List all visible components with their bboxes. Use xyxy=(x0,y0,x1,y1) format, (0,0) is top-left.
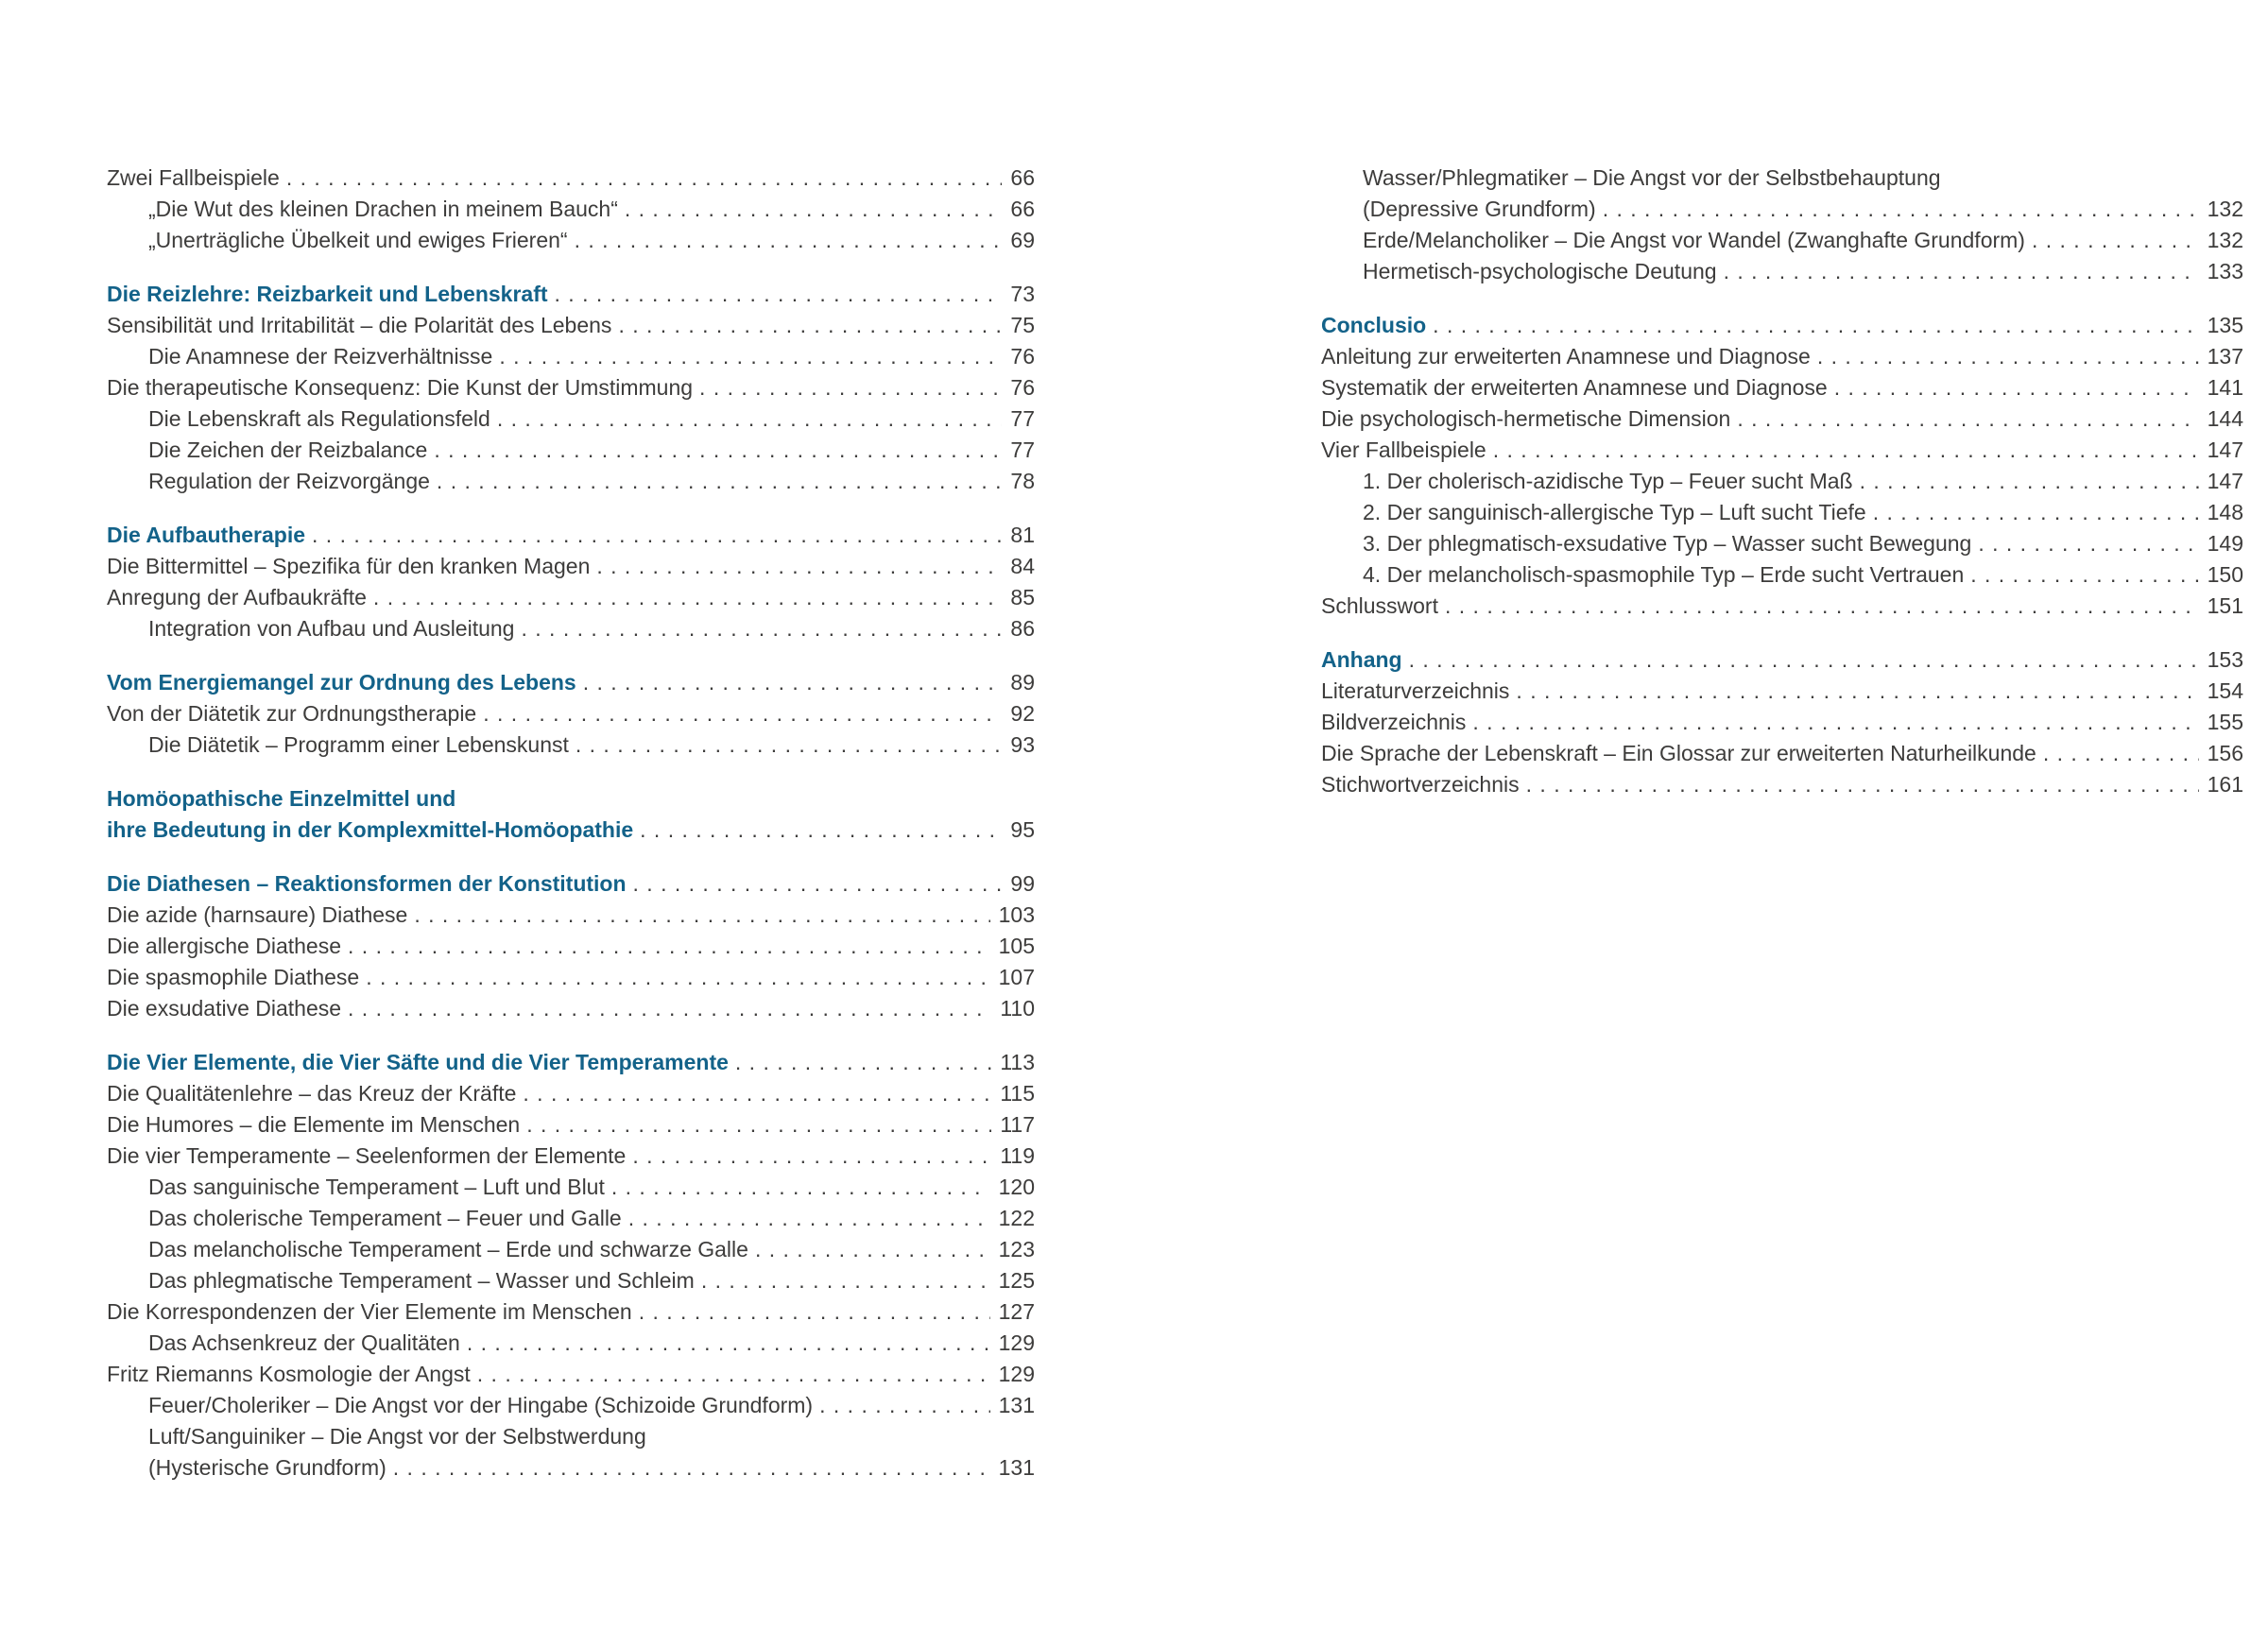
page-number: 129 xyxy=(998,1362,1035,1386)
dot-leader xyxy=(483,698,1002,729)
toc-entry-label: Die therapeutische Konsequenz: Die Kunst der Umstimmung xyxy=(107,375,694,400)
toc-entry-line xyxy=(148,194,1035,225)
page-number: 131 xyxy=(998,1393,1035,1417)
toc-entry-line xyxy=(148,1421,1035,1452)
toc-entry-line xyxy=(148,341,1035,372)
toc-entry xyxy=(107,613,1035,644)
dot-leader xyxy=(1472,707,2198,738)
toc-entry-label: „Unerträgliche Übelkeit und ewiges Frieren“ xyxy=(148,228,568,252)
toc-entry-label: Die Qualitätenlehre – das Kreuz der Kräfte xyxy=(107,1081,517,1106)
toc-entry xyxy=(107,1421,1035,1484)
page-number: 76 xyxy=(1010,344,1035,369)
toc-entry-label: Literaturverzeichnis xyxy=(1321,678,1510,703)
dot-leader xyxy=(523,1078,991,1109)
toc-entry-line xyxy=(148,1203,1035,1234)
toc-entry-label: Anleitung zur erweiterten Anamnese und Diagnose xyxy=(1321,344,1811,369)
page-number: 156 xyxy=(2207,741,2243,765)
page-number: 105 xyxy=(998,934,1035,958)
toc-entry xyxy=(107,466,1035,497)
toc-entry-line xyxy=(148,1265,1035,1296)
toc-entry-label: Die Sprache der Lebenskraft – Ein Glossar zur erweiterten Naturheilkunde xyxy=(1321,741,2036,765)
toc-entry-line xyxy=(1363,225,2243,256)
toc-entry-label: (Depressive Grundform) xyxy=(1363,197,1596,221)
toc-entry xyxy=(1321,559,2243,591)
toc-entry-label: Die Korrespondenzen der Vier Elemente im Menschen xyxy=(107,1299,632,1324)
toc-section-heading xyxy=(107,667,1035,698)
toc-entry-line xyxy=(107,993,1035,1024)
toc-entry-label: Die Humores – die Elemente im Menschen xyxy=(107,1112,521,1137)
toc-entry-line xyxy=(107,900,1035,931)
toc-entry-line xyxy=(1321,372,2243,403)
toc-entry-line xyxy=(1363,466,2243,497)
page-number: 129 xyxy=(998,1330,1035,1355)
page-number: 147 xyxy=(2207,438,2243,462)
page-number: 66 xyxy=(1010,197,1035,221)
toc-entry-label: (Hysterische Grundform) xyxy=(148,1455,387,1480)
toc-section-heading xyxy=(107,783,1035,846)
dot-leader xyxy=(467,1328,990,1359)
dot-leader xyxy=(414,900,989,931)
toc-entry-label: Zwei Fallbeispiele xyxy=(107,165,280,190)
dot-leader xyxy=(1737,403,2198,435)
toc-entry xyxy=(107,993,1035,1024)
dot-leader xyxy=(633,868,1003,900)
toc-entry-label: Anhang xyxy=(1321,647,1402,672)
toc-entry-label: Hermetisch-psychologische Deutung xyxy=(1363,259,1717,283)
toc-entry-label: Feuer/Choleriker – Die Angst vor der Hingabe (Schizoide Grundform) xyxy=(148,1393,814,1417)
page-number: 85 xyxy=(1010,585,1035,609)
dot-leader xyxy=(2032,225,2199,256)
dot-leader xyxy=(477,1359,990,1390)
toc-entry-line xyxy=(148,1452,1035,1484)
toc-entry xyxy=(107,1328,1035,1359)
toc-entry-label: Anregung der Aufbaukräfte xyxy=(107,585,367,609)
dot-leader xyxy=(348,993,991,1024)
toc-entry xyxy=(1321,225,2243,256)
page-number: 144 xyxy=(2207,406,2243,431)
page-number: 77 xyxy=(1010,406,1035,431)
toc-entry-label: Sensibilität und Irritabilität – die Polarität des Lebens xyxy=(107,313,612,337)
page-number: 148 xyxy=(2207,500,2243,524)
toc-entry-line xyxy=(148,1328,1035,1359)
dot-leader xyxy=(575,225,1003,256)
page-number: 84 xyxy=(1010,554,1035,578)
toc-entry-line xyxy=(107,372,1035,403)
dot-leader xyxy=(640,815,1002,846)
toc-entry-label: Das melancholische Temperament – Erde und schwarze Galle xyxy=(148,1237,748,1261)
dot-leader xyxy=(1516,676,2198,707)
toc-entry-line xyxy=(107,667,1035,698)
page-number: 123 xyxy=(998,1237,1035,1261)
dot-leader xyxy=(526,1109,991,1141)
toc-entry-label: Integration von Aufbau und Ausleitung xyxy=(148,616,515,641)
dot-leader xyxy=(1409,644,2199,676)
toc-entry-line xyxy=(1321,341,2243,372)
toc-entry xyxy=(107,962,1035,993)
toc-entry xyxy=(107,1203,1035,1234)
toc-entry-line xyxy=(107,815,1035,846)
toc-entry xyxy=(1321,403,2243,435)
toc-entry-line xyxy=(1363,528,2243,559)
toc-entry-line xyxy=(107,310,1035,341)
toc-entry xyxy=(1321,497,2243,528)
toc-entry-line xyxy=(107,163,1035,194)
dot-leader xyxy=(393,1452,990,1484)
toc-entry-line xyxy=(107,868,1035,900)
toc-entry xyxy=(107,1296,1035,1328)
toc-entry-line xyxy=(1321,769,2243,800)
dot-leader xyxy=(1526,769,2199,800)
toc-entry-label: Homöopathische Einzelmittel und xyxy=(107,786,456,811)
toc-entry-line xyxy=(107,783,1035,815)
toc-entry-line xyxy=(1363,497,2243,528)
dot-leader xyxy=(1433,310,2198,341)
dot-leader xyxy=(348,931,990,962)
toc-section-heading xyxy=(1321,310,2243,341)
toc-entry-line xyxy=(148,613,1035,644)
toc-entry xyxy=(1321,466,2243,497)
toc-section-heading xyxy=(107,279,1035,310)
dot-leader xyxy=(499,341,1002,372)
toc-entry xyxy=(1321,676,2243,707)
page-number: 78 xyxy=(1010,469,1035,493)
page-number: 155 xyxy=(2207,710,2243,734)
dot-leader xyxy=(632,1141,991,1172)
dot-leader xyxy=(1493,435,2199,466)
toc-entry-line xyxy=(148,1390,1035,1421)
toc-entry-label: Vier Fallbeispiele xyxy=(1321,438,1486,462)
toc-entry-label: Die Zeichen der Reizbalance xyxy=(148,438,428,462)
toc-entry-line xyxy=(148,225,1035,256)
dot-leader xyxy=(618,310,1002,341)
toc-entry-label: 3. Der phlegmatisch-exsudative Typ – Wasser sucht Bewegung xyxy=(1363,531,1972,556)
toc-entry-line xyxy=(107,962,1035,993)
toc-entry-line xyxy=(148,466,1035,497)
page-number: 107 xyxy=(998,965,1035,989)
toc-entry-label: Die Vier Elemente, die Vier Säfte und die Vier Temperamente xyxy=(107,1050,729,1074)
toc-entry xyxy=(107,1265,1035,1296)
dot-leader xyxy=(701,1265,990,1296)
toc-entry xyxy=(107,1078,1035,1109)
toc-entry xyxy=(107,931,1035,962)
toc-entry xyxy=(107,225,1035,256)
dot-leader xyxy=(1445,591,2199,622)
toc-entry-line xyxy=(107,520,1035,551)
dot-leader xyxy=(521,613,1002,644)
toc-entry-line xyxy=(107,1109,1035,1141)
toc-entry-label: Das phlegmatische Temperament – Wasser und Schleim xyxy=(148,1268,695,1293)
toc-entry-label: Die psychologisch-hermetische Dimension xyxy=(1321,406,1731,431)
toc-entry xyxy=(107,1234,1035,1265)
toc-section-heading xyxy=(107,520,1035,551)
dot-leader xyxy=(699,372,1002,403)
toc-entry xyxy=(107,194,1035,225)
toc-entry-label: „Die Wut des kleinen Drachen in meinem Bauch“ xyxy=(148,197,618,221)
toc-entry xyxy=(107,435,1035,466)
toc-entry xyxy=(107,900,1035,931)
toc-entry-label: Schlusswort xyxy=(1321,593,1438,618)
dot-leader xyxy=(735,1047,991,1078)
toc-entry xyxy=(107,729,1035,761)
toc-entry-line xyxy=(1321,310,2243,341)
page-number: 73 xyxy=(1010,282,1035,306)
toc-entry-label: Die Anamnese der Reizverhältnisse xyxy=(148,344,493,369)
page-number: 93 xyxy=(1010,732,1035,757)
toc-entry xyxy=(107,1141,1035,1172)
toc-entry xyxy=(1321,769,2243,800)
toc-entry xyxy=(1321,707,2243,738)
toc-entry-line xyxy=(1363,256,2243,287)
page-number: 69 xyxy=(1010,228,1035,252)
dot-leader xyxy=(1860,466,2199,497)
dot-leader xyxy=(366,962,989,993)
toc-entry-line xyxy=(107,931,1035,962)
toc-entry-label: Die Lebenskraft als Regulationsfeld xyxy=(148,406,490,431)
toc-entry xyxy=(107,1172,1035,1203)
toc-entry-label: Die allergische Diathese xyxy=(107,934,342,958)
toc-entry xyxy=(1321,738,2243,769)
page-number: 115 xyxy=(1000,1081,1035,1106)
toc-entry-line xyxy=(107,551,1035,582)
toc-entry-label: Das sanguinische Temperament – Luft und Blut xyxy=(148,1175,605,1199)
dot-leader xyxy=(611,1172,990,1203)
toc-entry xyxy=(107,551,1035,582)
page-number: 154 xyxy=(2207,678,2243,703)
page-number: 95 xyxy=(1010,817,1035,842)
page-number: 125 xyxy=(998,1268,1035,1293)
page-number: 135 xyxy=(2207,313,2243,337)
page-number: 147 xyxy=(2207,469,2243,493)
toc-entry-line xyxy=(1321,676,2243,707)
page-number: 110 xyxy=(1000,996,1035,1021)
page-number: 151 xyxy=(2207,593,2243,618)
toc-entry-line xyxy=(1321,644,2243,676)
toc-entry xyxy=(1321,435,2243,466)
dot-leader xyxy=(1817,341,2199,372)
page-number: 86 xyxy=(1010,616,1035,641)
dot-leader xyxy=(625,194,1003,225)
dot-leader xyxy=(373,582,1002,613)
toc-section-heading xyxy=(107,1047,1035,1078)
dot-leader xyxy=(434,435,1002,466)
toc-entry-line xyxy=(107,279,1035,310)
page-number: 103 xyxy=(998,902,1035,927)
dot-leader xyxy=(1603,194,2199,225)
toc-entry xyxy=(1321,163,2243,225)
toc-entry-line xyxy=(1363,559,2243,591)
toc-entry-label: Die spasmophile Diathese xyxy=(107,965,360,989)
toc-entry-line xyxy=(107,1047,1035,1078)
dot-leader xyxy=(497,403,1003,435)
page-number: 117 xyxy=(1000,1112,1035,1137)
toc-entry-label: Das Achsenkreuz der Qualitäten xyxy=(148,1330,460,1355)
toc-entry-label: ihre Bedeutung in der Komplexmittel-Homöopathie xyxy=(107,817,634,842)
toc-entry xyxy=(1321,528,2243,559)
dot-leader xyxy=(755,1234,990,1265)
toc-right-page xyxy=(1321,163,2243,800)
toc-entry-label: Erde/Melancholiker – Die Angst vor Wandel (Zwanghafte Grundform) xyxy=(1363,228,2025,252)
dot-leader xyxy=(1978,528,2198,559)
toc-entry-line xyxy=(1321,435,2243,466)
toc-entry-label: Fritz Riemanns Kosmologie der Angst xyxy=(107,1362,471,1386)
page-number: 66 xyxy=(1010,165,1035,190)
toc-entry-line xyxy=(1321,707,2243,738)
dot-leader xyxy=(555,279,1003,310)
toc-entry-label: Stichwortverzeichnis xyxy=(1321,772,1520,797)
toc-entry-line xyxy=(148,729,1035,761)
page-number: 131 xyxy=(998,1455,1035,1480)
toc-entry-line xyxy=(1321,738,2243,769)
page-number: 120 xyxy=(998,1175,1035,1199)
dot-leader xyxy=(1834,372,2199,403)
page-number: 75 xyxy=(1010,313,1035,337)
dot-leader xyxy=(596,551,1002,582)
toc-entry xyxy=(1321,372,2243,403)
toc-entry-label: Die Diätetik – Programm einer Lebenskunst xyxy=(148,732,569,757)
toc-section-heading xyxy=(107,868,1035,900)
dot-leader xyxy=(1724,256,2199,287)
dot-leader xyxy=(286,163,1003,194)
page-number: 137 xyxy=(2207,344,2243,369)
dot-leader xyxy=(437,466,1002,497)
toc-entry xyxy=(107,582,1035,613)
page-number: 161 xyxy=(2207,772,2243,797)
toc-entry-line xyxy=(107,1296,1035,1328)
dot-leader xyxy=(1970,559,2198,591)
page-number: 149 xyxy=(2207,531,2243,556)
toc-entry xyxy=(107,372,1035,403)
dot-leader xyxy=(312,520,1002,551)
toc-entry-label: Von der Diätetik zur Ordnungstherapie xyxy=(107,701,477,726)
toc-entry-label: Die Aufbautherapie xyxy=(107,523,306,547)
page-number: 81 xyxy=(1010,523,1035,547)
toc-entry-line xyxy=(107,582,1035,613)
page-number: 153 xyxy=(2207,647,2243,672)
toc-entry xyxy=(107,1109,1035,1141)
toc-entry-label: Die Reizlehre: Reizbarkeit und Lebenskraft xyxy=(107,282,548,306)
page-number: 77 xyxy=(1010,438,1035,462)
toc-entry-line xyxy=(148,403,1035,435)
toc-entry-label: Die Bittermittel – Spezifika für den kranken Magen xyxy=(107,554,591,578)
toc-entry xyxy=(1321,256,2243,287)
page-number: 150 xyxy=(2207,562,2243,587)
toc-entry-line xyxy=(1321,591,2243,622)
toc-entry-label: Luft/Sanguiniker – Die Angst vor der Selbstwerdung xyxy=(148,1424,646,1449)
page-number: 141 xyxy=(2207,375,2243,400)
toc-entry xyxy=(107,310,1035,341)
toc-entry-line xyxy=(107,1078,1035,1109)
toc-entry-label: 1. Der cholerisch-azidische Typ – Feuer sucht Maß xyxy=(1363,469,1853,493)
toc-entry-line xyxy=(148,1172,1035,1203)
toc-entry xyxy=(107,1359,1035,1390)
toc-entry-label: Conclusio xyxy=(1321,313,1427,337)
toc-entry-label: Vom Energiemangel zur Ordnung des Lebens xyxy=(107,670,576,695)
toc-entry-line xyxy=(148,1234,1035,1265)
toc-entry-label: Systematik der erweiterten Anamnese und Diagnose xyxy=(1321,375,1828,400)
page-number: 113 xyxy=(1000,1050,1035,1074)
dot-leader xyxy=(1873,497,2199,528)
toc-entry-label: Die exsudative Diathese xyxy=(107,996,342,1021)
dot-leader xyxy=(639,1296,990,1328)
page-number: 92 xyxy=(1010,701,1035,726)
page-number: 99 xyxy=(1010,871,1035,896)
dot-leader xyxy=(576,729,1003,761)
toc-entry-line xyxy=(107,698,1035,729)
toc-entry xyxy=(107,1390,1035,1421)
toc-section-heading xyxy=(1321,644,2243,676)
toc-entry-label: Wasser/Phlegmatiker – Die Angst vor der Selbstbehauptung xyxy=(1363,165,1941,190)
toc-entry-label: 4. Der melancholisch-spasmophile Typ – Erde sucht Vertrauen xyxy=(1363,562,1965,587)
page-number: 122 xyxy=(998,1206,1035,1230)
toc-entry xyxy=(1321,591,2243,622)
page-number: 132 xyxy=(2207,228,2243,252)
toc-entry xyxy=(107,403,1035,435)
page-number: 119 xyxy=(1000,1143,1035,1168)
page-number: 76 xyxy=(1010,375,1035,400)
toc-entry-line xyxy=(1321,403,2243,435)
dot-leader xyxy=(819,1390,990,1421)
toc-entry-line xyxy=(1363,194,2243,225)
page-number: 89 xyxy=(1010,670,1035,695)
toc-entry xyxy=(107,163,1035,194)
toc-entry-line xyxy=(107,1141,1035,1172)
toc-entry-label: Die vier Temperamente – Seelenformen der Elemente xyxy=(107,1143,627,1168)
page-number: 127 xyxy=(998,1299,1035,1324)
dot-leader xyxy=(628,1203,990,1234)
toc-entry xyxy=(1321,341,2243,372)
page-number: 132 xyxy=(2207,197,2243,221)
toc-entry-label: Bildverzeichnis xyxy=(1321,710,1467,734)
page-number: 133 xyxy=(2207,259,2243,283)
toc-entry-line xyxy=(1363,163,2243,194)
toc-entry-line xyxy=(148,435,1035,466)
toc-left-page xyxy=(107,163,1035,1484)
toc-entry-label: Das cholerische Temperament – Feuer und Galle xyxy=(148,1206,622,1230)
dot-leader xyxy=(583,667,1003,698)
toc-entry xyxy=(107,341,1035,372)
toc-entry-label: Die Diathesen – Reaktionsformen der Konstitution xyxy=(107,871,627,896)
toc-entry-label: 2. Der sanguinisch-allergische Typ – Luft sucht Tiefe xyxy=(1363,500,1866,524)
toc-entry-label: Die azide (harnsaure) Diathese xyxy=(107,902,408,927)
dot-leader xyxy=(2043,738,2199,769)
toc-entry-label: Regulation der Reizvorgänge xyxy=(148,469,430,493)
toc-entry xyxy=(107,698,1035,729)
toc-entry-line xyxy=(107,1359,1035,1390)
